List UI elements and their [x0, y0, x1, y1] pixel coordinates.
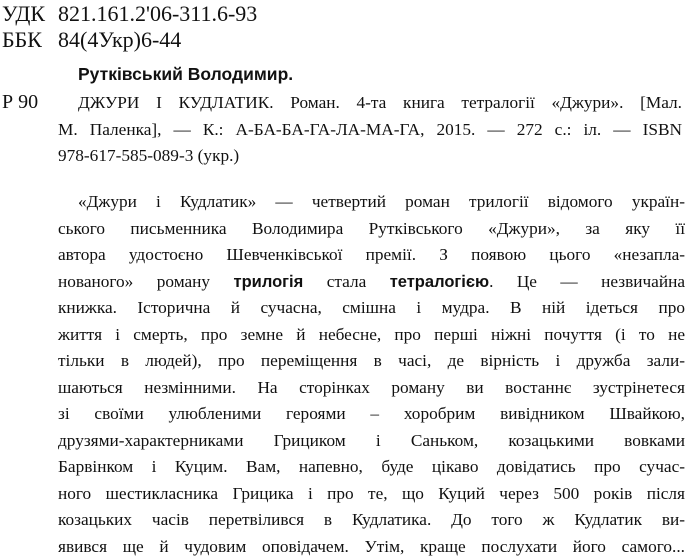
bib-line: ДЖУРИ І КУДЛАТИК. Роман. 4-та книга тетралогії «Джури». [Мал.: [58, 90, 682, 117]
bold-term-trilogy: трилогія: [234, 273, 304, 291]
annotation-line: ського письменника Володимира Рутківського «Джури», за яку її: [58, 216, 685, 243]
annotation-line: тільки в людей), про переміщення в часі, де вірність і дружба зали-: [58, 348, 685, 375]
author-name: Рутківський Володимир.: [78, 63, 293, 85]
bbk-line: [2, 28, 181, 52]
author-code: Р 90: [2, 90, 38, 114]
udk-label: УДК: [2, 2, 58, 26]
bibliographic-description: [58, 90, 682, 170]
bbk-value: 84(4Укр)6-44: [58, 27, 181, 52]
udk-value: 821.161.2'06-311.6-93: [58, 1, 257, 26]
annotation-line: «Джури і Кудлатик» — четвертий роман трилогії відомого україн-: [58, 189, 685, 216]
annotation-line: [58, 269, 685, 296]
annotation-line: друзями-характерниками Грициком і Саньком, козацькими вовками: [58, 428, 685, 455]
bib-line: М. Паленка], — К.: А-БА-БА-ГА-ЛА-МА-ГА, 2015. — 272 с.: іл. — ISBN: [58, 117, 682, 144]
bold-term-tetralogy: тетралогією: [390, 273, 489, 291]
annotation: [58, 189, 685, 560]
annotation-line: козацьких часів перетвілився в Кудлатика. До того ж Кудлатик ви-: [58, 507, 685, 534]
annotation-line: книжка. Історична й сучасна, смішна і мудра. В ній ідеться про: [58, 295, 685, 322]
udk-line: [2, 2, 257, 26]
annotation-line: ного шестикласника Грицика і про те, що Куций через 500 років після: [58, 481, 685, 508]
annotation-line: автора удостоєно Шевченківської премії. З появою цього «незапла-: [58, 242, 685, 269]
annotation-line: явився ще й чудовим оповідачем. Утім, краще послухати його самого...: [58, 534, 685, 560]
annotation-text: нованого» роману: [58, 272, 210, 291]
annotation-line: Барвінком і Куцим. Вам, напевно, буде цікаво довідатись про сучас-: [58, 454, 685, 481]
annotation-line: шаються незмінними. На сторінках роману ви востаннє зустрінетеся: [58, 375, 685, 402]
annotation-text: . Це — незвичайна: [489, 272, 685, 291]
annotation-text: стала: [327, 272, 367, 291]
annotation-line: зі своїми улюбленими героями – хоробрим вивідником Швайкою,: [58, 401, 685, 428]
annotation-line: життя і смерть, про земне й небесне, про перші ніжні почуття (і то не: [58, 322, 685, 349]
bbk-label: ББК: [2, 28, 58, 52]
bib-line: 978-617-585-089-3 (укр.): [58, 143, 682, 170]
